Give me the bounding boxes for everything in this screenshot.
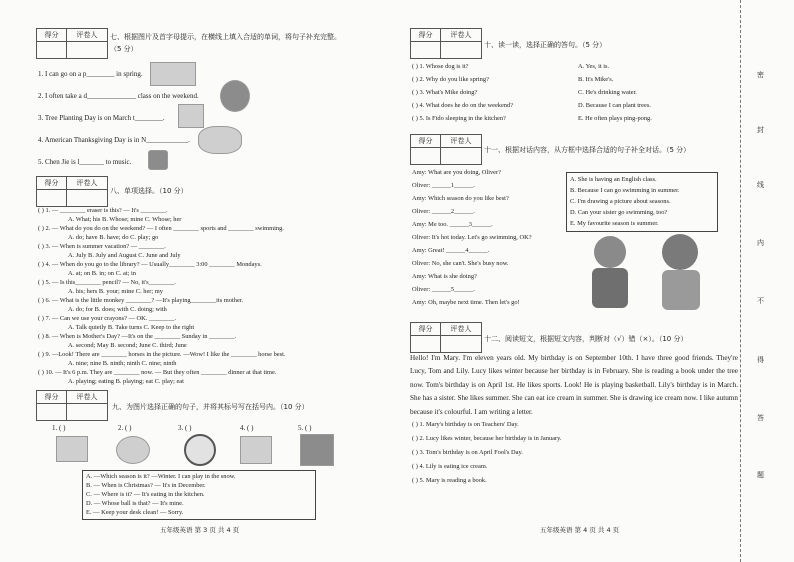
sec7-item-3: 3. Tree Planting Day is on March t________. bbox=[38, 114, 165, 122]
sec12-item: ( ) 5. Mary is reading a book. bbox=[412, 477, 487, 484]
tree-planting-picture bbox=[178, 104, 204, 128]
sec8-line: ( ) 3. — When is summer vacation? — ________. bbox=[38, 243, 166, 250]
no-mess-sign-picture bbox=[184, 434, 216, 466]
sec11-option: E. My favourite season is summer. bbox=[570, 220, 659, 227]
sec11-line: Amy: What is she doing? bbox=[412, 273, 477, 280]
binding-line bbox=[740, 0, 741, 562]
margin-char: 不 bbox=[757, 297, 764, 305]
sec7-points: （5 分） bbox=[110, 45, 138, 53]
sec10-title: 十、读一读，选择正确的答句。（5 分） bbox=[484, 41, 607, 49]
sec11-option: C. I'm drawing a picture about seasons. bbox=[570, 198, 671, 205]
sec10-answer: C. He's drinking water. bbox=[578, 89, 637, 96]
sec8-line: A. nine; nine B. ninth; ninth C. nine; ninth bbox=[68, 360, 177, 367]
margin-char: 线 bbox=[757, 181, 764, 189]
sec12-item: ( ) 2. Lucy likes winter, because her birthday is in January. bbox=[412, 435, 562, 442]
sec10-answer: A. Yes, it is. bbox=[578, 63, 610, 70]
sec8-title: 八、单项选择。（10 分） bbox=[110, 187, 188, 195]
sec11-line: Amy: Great! ______4______. bbox=[412, 247, 490, 254]
sec9-label-4: 4. ( ) bbox=[240, 424, 254, 432]
sec8-line: A. What; his B. Whose; mine C. Whose; her bbox=[68, 216, 182, 223]
sec10-question: ( ) 5. Is Fido sleeping in the kitchen? bbox=[412, 115, 506, 122]
sec9-label-5: 5. ( ) bbox=[298, 424, 312, 432]
sec8-line: ( ) 4. — When do you go to the library? — Usually________ 3:00 ________ Mondays. bbox=[38, 261, 262, 268]
footer-right: 五年级英语 第 4 页 共 4 页 bbox=[540, 526, 620, 534]
turkey-picture bbox=[198, 126, 242, 154]
sec8-line: ( ) 8. — When is Mother's Day? —It's on the ________ Sunday in ________. bbox=[38, 333, 237, 340]
sec9-label-3: 3. ( ) bbox=[178, 424, 192, 432]
sec8-line: ( ) 9. —Look! There are ________ horses in the picture. —Wow! I like the ________ horse best. bbox=[38, 351, 286, 358]
score-box-sec11: 得分 评卷人 bbox=[410, 134, 482, 165]
sec9-title: 九、为图片选择正确的句子，并将其标号写在括号内。（10 分） bbox=[112, 403, 309, 411]
sec11-line: Amy: Which season do you like best? bbox=[412, 195, 509, 202]
sec11-option: D. Can your sister go swimming, too? bbox=[570, 209, 668, 216]
sec8-line: A. his; hers B. your; mine C. her; my bbox=[68, 288, 163, 295]
score-box-sec10: 得分 评卷人 bbox=[410, 28, 482, 59]
snow-play-picture bbox=[240, 436, 272, 464]
sec10-answer: D. Because I can plant trees. bbox=[578, 102, 651, 109]
margin-char: 密 bbox=[757, 71, 764, 79]
sec11-line: Amy: Oh, maybe next time. Then let's go! bbox=[412, 299, 520, 306]
sec12-item: ( ) 4. Lily is eating ice cream. bbox=[412, 463, 488, 470]
sec10-question: ( ) 3. What's Mike doing? bbox=[412, 89, 478, 96]
girl-body bbox=[662, 270, 700, 310]
sec9-label-1: 1. ( ) bbox=[52, 424, 66, 432]
sec11-line: Amy: What are you doing, Oliver? bbox=[412, 169, 501, 176]
kids-picture bbox=[572, 232, 714, 312]
sec9-option: D. — Whose ball is that? — It's mine. bbox=[86, 500, 184, 507]
sec8-line: ( ) 1. — ________ eraser is this? — It's ________. bbox=[38, 207, 168, 214]
girl-head bbox=[662, 234, 698, 270]
sec12-item: ( ) 1. Mary's birthday is on Teachers' Day. bbox=[412, 421, 519, 428]
sec9-label-2: 2. ( ) bbox=[118, 424, 132, 432]
sec8-line: A. do; have B. have; do C. play; go bbox=[68, 234, 159, 241]
footer-left: 五年级英语 第 3 页 共 4 页 bbox=[160, 526, 240, 534]
sec12-title: 十二、阅读短文，根据短文内容，判断对（√）错（×）。（10 分） bbox=[484, 335, 688, 343]
sec7-item-5: 5. Chen Jie is l_______ to music. bbox=[38, 158, 132, 166]
sec10-answer: E. He often plays ping-pong. bbox=[578, 115, 652, 122]
score-box-sec7: 得分 评卷人 bbox=[36, 28, 108, 59]
sec7-item-2: 2. I often take a d______________ class on the weekend. bbox=[38, 92, 199, 100]
sec9-option: C. — Where is it? — It's eating in the kitchen. bbox=[86, 491, 205, 498]
sec10-question: ( ) 1. Whose dog is it? bbox=[412, 63, 469, 70]
sec12-passage: Hello! I'm Mary. I'm eleven years old. My birthday is on September 10th. I have three good friends. They're Lucy, Tom and Lily. Lucy likes winter because her birthday is in February. She is reading a book under the tree now. Tom's birthday is on April 1st. He likes sports. Look! He is playing basketball. Lily's birthday is in March. She has a sister. She likes summer. She can eat ice cream in summer. She is drawing ice cream now. I like autumn because it's colourful. I am writing a letter. bbox=[410, 354, 738, 416]
sec8-line: ( ) 10. — It's 6 p.m. They are ________ now. — But they often ________ dinner at that time. bbox=[38, 369, 277, 376]
sec9-option: A. —Which season is it? —Winter. I can play in the snow. bbox=[86, 473, 236, 480]
sec8-line: A. Talk quietly B. Take turns C. Keep to the right bbox=[68, 324, 195, 331]
margin-char: 封 bbox=[757, 126, 764, 134]
sec11-line: Oliver: No, she can't. She's busy now. bbox=[412, 260, 509, 267]
margin-char: 内 bbox=[757, 239, 764, 247]
sec11-line: Oliver: ______1______. bbox=[412, 182, 475, 189]
sec11-option: A. She is having an English class. bbox=[570, 176, 657, 183]
sec8-line: A. playing; eating B. playing; eat C. play; eat bbox=[68, 378, 184, 385]
sec8-line: ( ) 2. — What do you do on the weekend? — I often ________ sports and ________ swimming. bbox=[38, 225, 284, 232]
sec8-line: ( ) 6. — What is the little monkey ________? —It's playing________its mother. bbox=[38, 297, 244, 304]
sec11-line: Amy: Me too. ______3______. bbox=[412, 221, 493, 228]
score-box-sec12: 得分 评卷人 bbox=[410, 322, 482, 353]
sec8-line: A. at; on B. in; on C. at; in bbox=[68, 270, 136, 277]
margin-char: 得 bbox=[757, 356, 764, 364]
dog-picture bbox=[56, 436, 88, 462]
sec7-item-4: 4. American Thanksgiving Day is in N____________. bbox=[38, 136, 190, 144]
score-box-sec9: 得分 评卷人 bbox=[36, 390, 108, 421]
sec11-option: B. Because I can go swimming in summer. bbox=[570, 187, 680, 194]
score-box-sec8: 得分 评卷人 bbox=[36, 176, 108, 207]
sec7-title: 七、根据图片及首字母提示，在横线上填入合适的单词，将句子补充完整。 bbox=[110, 33, 341, 41]
sec9-option: E. — Keep your desk clean! — Sorry. bbox=[86, 509, 184, 516]
sec11-line: Oliver: ______2______. bbox=[412, 208, 475, 215]
sec7-item-1: 1. I can go on a p________ in spring. bbox=[38, 70, 143, 78]
sec9-option: B. — When is Christmas? — It's in December. bbox=[86, 482, 206, 489]
sec8-line: A. do; for B. does; with C. doing; with bbox=[68, 306, 167, 313]
ball-picture bbox=[116, 436, 150, 464]
sec8-line: ( ) 7. — Can we use your crayons? — OK. ________. bbox=[38, 315, 177, 322]
margin-char: 答 bbox=[757, 414, 764, 422]
sec8-line: A. July B. July and August C. June and July bbox=[68, 252, 181, 259]
boy-body bbox=[592, 268, 628, 308]
sec8-line: ( ) 5. — Is this________ pencil? — No, it's________. bbox=[38, 279, 176, 286]
sec10-answer: B. It's Mike's. bbox=[578, 76, 614, 83]
margin-char: 题 bbox=[757, 471, 764, 479]
sec10-question: ( ) 2. Why do you like spring? bbox=[412, 76, 489, 83]
sec8-line: A. second; May B. second; June C. third; June bbox=[68, 342, 187, 349]
sec12-item: ( ) 3. Tom's birthday is on April Fool's Day. bbox=[412, 449, 523, 456]
dance-picture bbox=[220, 80, 250, 112]
sec11-title: 十一、根据对话内容，从方框中选择合适的句子补全对话。（5 分） bbox=[484, 146, 691, 154]
boy-head bbox=[594, 236, 626, 268]
sec10-question: ( ) 4. What does he do on the weekend? bbox=[412, 102, 514, 109]
sec11-line: Oliver: It's hot today. Let's go swimming, OK? bbox=[412, 234, 532, 241]
picnic-picture bbox=[150, 62, 196, 86]
christmas-picture bbox=[300, 434, 334, 466]
sec11-line: Oliver: ______5______. bbox=[412, 286, 475, 293]
music-picture bbox=[148, 150, 168, 170]
